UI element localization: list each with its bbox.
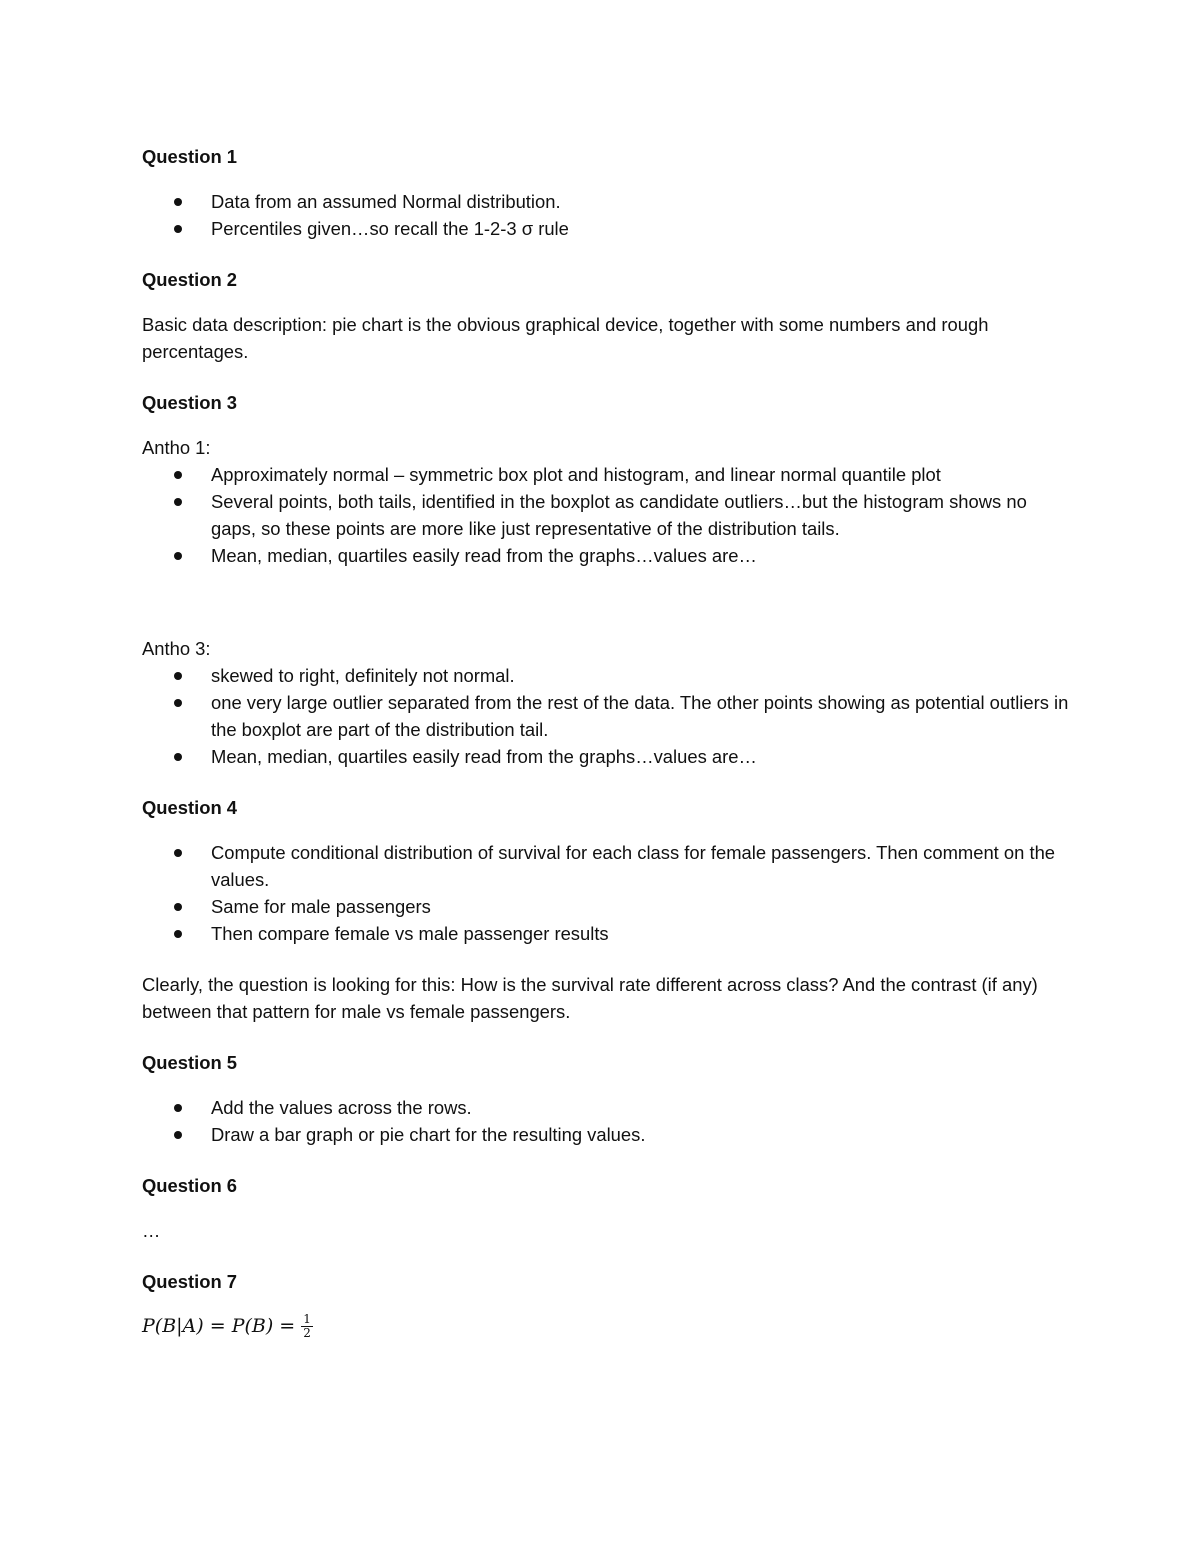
list-item — [142, 689, 1072, 743]
bullet-icon — [174, 1104, 182, 1112]
list-item-text: Several points, both tails, identified in the boxplot as candidate outliers…but the histogram shows no gaps, so these points are more like just representative of the distribution tails. — [211, 491, 1027, 539]
bullet-icon — [174, 849, 182, 857]
bullet-icon — [174, 903, 182, 911]
bullet-icon — [174, 552, 182, 560]
antho-3-bullet-list — [142, 662, 1072, 770]
list-item-text: skewed to right, definitely not normal. — [211, 665, 515, 686]
bullet-icon — [174, 225, 182, 233]
bullet-icon — [174, 471, 182, 479]
question-6-heading: Question 6 — [142, 1175, 238, 1196]
list-item — [142, 461, 1072, 488]
list-item-text: Same for male passengers — [211, 896, 431, 917]
bullet-icon — [174, 198, 182, 206]
bullet-icon — [174, 699, 182, 707]
list-item — [142, 920, 1072, 947]
question-3-heading: Question 3 — [142, 392, 238, 413]
document-body — [142, 143, 1072, 1340]
list-item — [142, 542, 1072, 569]
question-2-text: Basic data description: pie chart is the obvious graphical device, together with some numbers and rough percentages. — [142, 314, 989, 362]
question-6-text: … — [142, 1220, 161, 1241]
list-item — [142, 893, 1072, 920]
fraction-denominator: 2 — [303, 1326, 311, 1340]
bullet-icon — [174, 672, 182, 680]
question-4-bullet-list — [142, 839, 1072, 947]
list-item-text: Mean, median, quartiles easily read from the graphs…values are… — [211, 746, 757, 767]
list-item-text: Compute conditional distribution of survival for each class for female passengers. Then comment on the values. — [211, 842, 1056, 890]
question-1-heading: Question 1 — [142, 146, 238, 167]
question-4-heading: Question 4 — [142, 797, 238, 818]
question-2-heading: Question 2 — [142, 269, 238, 290]
bullet-icon — [174, 498, 182, 506]
antho-1-label: Antho 1: — [142, 437, 211, 458]
list-item — [142, 488, 1072, 542]
list-item — [142, 215, 1072, 242]
question-7-heading: Question 7 — [142, 1271, 238, 1292]
antho-1-bullet-list — [142, 461, 1072, 569]
bullet-icon — [174, 1131, 182, 1139]
list-item-text: Draw a bar graph or pie chart for the resulting values. — [211, 1124, 646, 1145]
spacer — [142, 593, 1072, 635]
formula-fraction — [301, 1313, 313, 1340]
question-4-text: Clearly, the question is looking for this: How is the survival rate different across class? And the contrast (if any) between that pattern for male vs female passengers. — [142, 974, 1038, 1022]
list-item — [142, 1121, 1072, 1148]
list-item-text: Percentiles given…so recall the 1-2-3 σ rule — [211, 218, 569, 239]
list-item-text: Approximately normal – symmetric box plot and histogram, and linear normal quantile plot — [211, 464, 941, 485]
list-item — [142, 1094, 1072, 1121]
formula-expression: P(B|A) = P(B) = — [142, 1315, 296, 1337]
list-item-text: Mean, median, quartiles easily read from the graphs…values are… — [211, 545, 757, 566]
bullet-icon — [174, 753, 182, 761]
list-item — [142, 662, 1072, 689]
fraction-numerator: 1 — [303, 1312, 311, 1326]
question-5-heading: Question 5 — [142, 1052, 238, 1073]
list-item-text: Then compare female vs male passenger results — [211, 923, 609, 944]
question-1-bullet-list — [142, 188, 1072, 242]
question-7-formula — [142, 1313, 1072, 1340]
list-item-text: Add the values across the rows. — [211, 1097, 472, 1118]
list-item-text: one very large outlier separated from the rest of the data. The other points showing as potential outliers in the boxplot are part of the distribution tail. — [211, 692, 1069, 740]
list-item — [142, 839, 1072, 893]
list-item — [142, 743, 1072, 770]
question-5-bullet-list — [142, 1094, 1072, 1148]
list-item — [142, 188, 1072, 215]
bullet-icon — [174, 930, 182, 938]
antho-3-label: Antho 3: — [142, 638, 211, 659]
list-item-text: Data from an assumed Normal distribution. — [211, 191, 561, 212]
